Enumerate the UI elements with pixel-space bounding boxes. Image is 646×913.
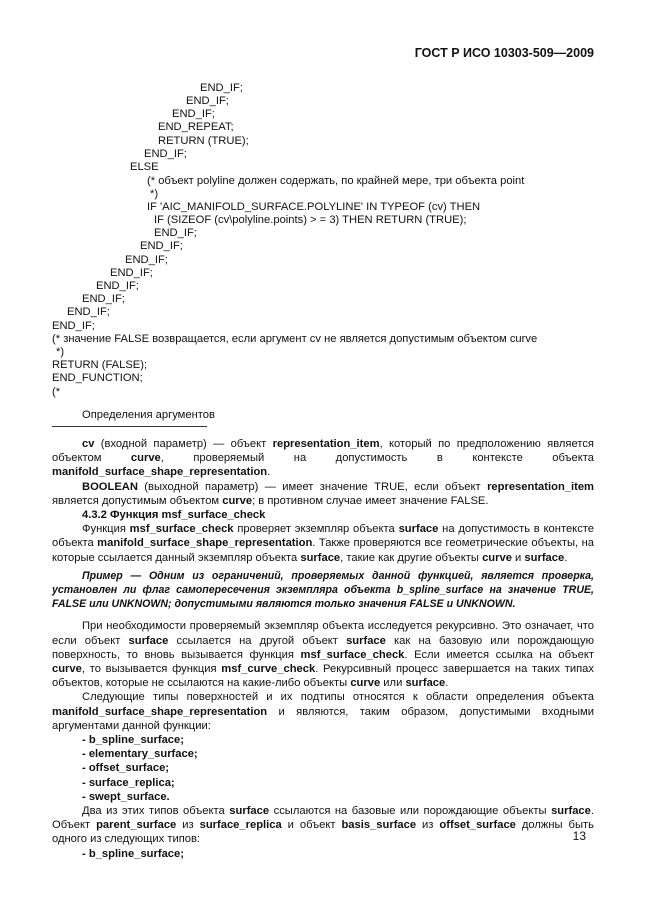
list-item: - b_spline_surface; [82,734,184,747]
section-title-underline [52,426,207,427]
code-line: END_FUNCTION; [52,372,143,384]
code-line: END_IF; [52,320,95,332]
arg-boolean: BOOLEAN (выходной параметр) — имеет значение TRUE, если объект representation_item является допустимым объектом curve; в противном случае имеет значение FALSE. [52,480,594,507]
code-line: END_IF; [140,240,183,252]
code-line: END_IF; [110,267,153,279]
code-line: ELSE [130,161,159,173]
code-line: END_IF; [82,293,125,305]
body-text [52,437,594,861]
list-item: - swept_surface. [82,790,170,803]
code-line: (* значение FALSE возвращается, если аргумент cv не является допустимым объектом curve [52,333,538,345]
code-line: (* [52,386,61,398]
code-line: *) [150,188,159,200]
section-title: Определения аргументов [82,409,215,421]
code-line: END_IF; [67,306,110,318]
list-item: - elementary_surface; [82,748,198,761]
code-line: IF (SIZEOF (cv\polyline.points) > = 3) THEN RETURN (TRUE); [154,214,467,226]
list-item: - offset_surface; [82,762,170,775]
code-line: END_IF; [144,148,187,160]
code-line: END_IF; [186,95,229,107]
paragraph: Следующие типы поверхностей и их подтипы относятся к области определения объекта manifold_surface_shape_representation и являются, таким образом, допустимыми входными аргументами данной функции: [52,691,594,732]
code-line: RETURN (TRUE); [158,135,249,147]
list-item: - surface_replica; [82,776,175,789]
paragraph: При необходимости проверяемый экземпляр объекта исследуется рекурсивно. Это означает, что если объект surface ссылается на другой объект surface как на базовую или порождающую поверхность, то вновь вызывается функция msf_surface_check. Если имеется ссылка на объект curve, то вызывается функция msf_curve_check. Рекурсивный процесс завершается на таких типах объектов, которые не ссылаются на какие-либо объекты curve или surface. [52,620,595,690]
subsection-title: 4.3.2 Функция msf_surface_check [82,509,266,522]
code-line: END_IF; [200,82,243,94]
document-header: ГОСТ Р ИСО 10303-509—2009 [414,46,594,60]
code-line: END_IF; [172,108,215,120]
list-item: - b_spline_surface; [82,847,184,860]
code-line: END_REPEAT; [158,121,234,133]
code-line: END_IF; [154,227,197,239]
code-line: *) [56,346,65,358]
example-note: Пример — Одним из ограничений, проверяемых данной функцией, является проверка, установлен ли флаг самопересечения экземпляра объекта b_spline_surface на значение TRUE, FALSE или UNKNOWN; допустимыми являются только значения FALSE и UNKNOWN. [52,569,594,611]
arg-cv: cv (входной параметр) — объект representation_item, который по предположению является объектом curve, проверяемый на допустимость в контексте объекта manifold_surface_shape_representation. [52,438,594,479]
code-line: RETURN (FALSE); [52,359,148,371]
code-line: (* объект polyline должен содержать, по крайней мере, три объекта point [147,175,525,187]
code-line: END_IF; [125,254,168,266]
code-line: END_IF; [96,280,139,292]
code-line: IF 'AIC_MANIFOLD_SURFACE.POLYLINE' IN TYPEOF (cv) THEN [147,201,481,213]
page-number: 13 [572,829,586,843]
paragraph: Функция msf_surface_check проверяет экземпляр объекта surface на допустимость в контексте объекта manifold_surface_shape_representation. Также проверяются все геометрические объекты, на которые ссылается данный экземпляр объекта surface, такие как другие объекты curve и surface. [52,523,595,564]
paragraph: Два из этих типов объекта surface ссылаются на базовые или порождающие объекты surface. Объект parent_surface из surface_replica и объект basis_surface из offset_surface должны быть одного из следующих типов: [52,805,594,846]
